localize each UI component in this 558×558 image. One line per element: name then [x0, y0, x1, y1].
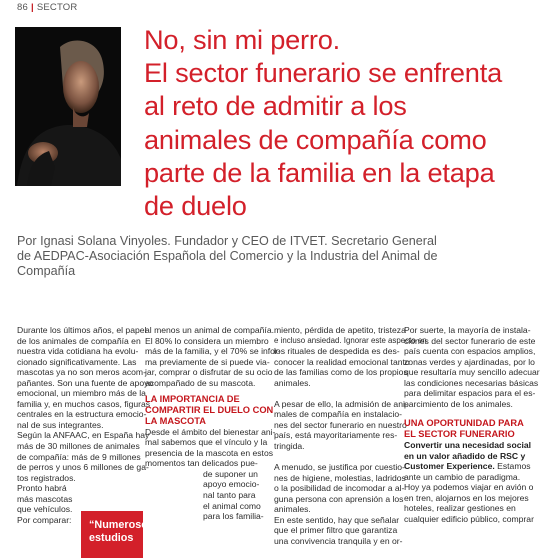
body-line-bold: Convertir una necesidad social [404, 439, 532, 450]
body-line: Según la ANFAAC, en España hay [17, 430, 150, 441]
body-line: A menudo, se justifica por cuestio- [274, 462, 405, 473]
body-line: de compañía: más de 9 millones [17, 451, 141, 462]
body-line: de las familias como de los propios [274, 367, 408, 378]
body-line: conocer la realidad emocional tanto [274, 356, 410, 367]
title-line: parte de la familia en la etapa [144, 156, 495, 188]
title-line: No, sin mi perro. [144, 24, 341, 55]
portrait-illustration [15, 27, 121, 186]
body-line: nuestra vida cotidiana ha evolu- [17, 346, 139, 357]
body-line: miento, pérdida de apetito, tristeza [274, 325, 406, 335]
subheading-line: EL SECTOR FUNERARIO [404, 429, 515, 440]
body-line: centrales en la estructura emocio- [17, 409, 147, 420]
body-line: acompañado de su mascota. [145, 377, 256, 388]
pull-quote [81, 511, 154, 558]
body-line: para los familia- [203, 511, 264, 522]
body-line: momentos tan delicados pue- [145, 458, 258, 469]
body-line: El 80% lo considera un miembro [145, 335, 269, 346]
title-line: al reto de admitir a los [144, 90, 407, 122]
body-line: más de la familia, y el 70% se infor- [145, 346, 281, 357]
body-line: que resultaría muy sencillo adecuar [404, 367, 540, 378]
portrait-photo [15, 27, 121, 186]
body-line: males de compañía en instalacio- [274, 409, 403, 420]
body-line: cualquier edificio público, comprar [404, 513, 534, 524]
body-line: nal tanto para [203, 489, 256, 500]
body-column-2 [145, 325, 281, 522]
body-line-bold: Customer Experience. [404, 461, 495, 472]
body-line: más mascotas [17, 493, 73, 504]
body-line: animales. [274, 504, 311, 515]
body-line: más de 30 millones de animales [17, 441, 140, 452]
title-line: El sector funerario se enfrenta [144, 57, 503, 89]
body-line: de los animales de compañía en [17, 335, 141, 346]
subheading-line: LA IMPORTANCIA DE [145, 394, 240, 405]
body-line: nal de sus integrantes. [17, 419, 104, 430]
body-line: al menos un animal de compañía. [145, 325, 274, 335]
body-line: los rituales de despedida es des- [274, 346, 400, 357]
pull-quote-line: “Numerosos [89, 519, 154, 531]
body-line: Por comparar: [17, 514, 72, 525]
body-line: nes del sector funerario en nuestro [274, 419, 407, 430]
body-line: cionado significativamente. Las [17, 356, 137, 367]
body-line: país cuenta con espacios amplios, [404, 346, 536, 357]
body-line: una convivencia tranquila y en or- [274, 535, 403, 546]
body-line: familia y, en muchos casos, figuras [17, 398, 151, 409]
byline-line: Por Ignasi Solana Vinyoles. Fundador y CEO de ITVET. Secretario General [17, 234, 437, 248]
header-separator: | [30, 2, 34, 13]
body-line: mascotas ya no son meros acom- [17, 367, 146, 378]
body-line: Durante los últimos años, el papel [17, 325, 147, 335]
body-line: el animal como [203, 500, 261, 511]
body-line: ciones del sector funerario de este [404, 335, 536, 346]
author-byline [17, 234, 542, 280]
page-header [17, 2, 77, 13]
body-line: guna persona con aprensión a los [274, 493, 404, 504]
body-line: A pesar de ello, la admisión de ani- [274, 398, 408, 409]
body-line: que el primer filtro que garantiza [274, 525, 398, 536]
body-line: presencia de la mascota en estos [145, 447, 274, 458]
subheading-line: LA MASCOTA [145, 415, 206, 426]
body-line: tos registrados. [17, 472, 76, 483]
article-title [144, 23, 549, 222]
body-line: Por suerte, la mayoría de instala- [404, 325, 531, 335]
body-line: las condiciones necesarias básicas [404, 377, 539, 388]
body-column-4 [404, 325, 538, 524]
body-line: hoteles, realizar gestiones en [404, 503, 516, 514]
body-line: en tren, alojarnos en los mejores [404, 492, 529, 503]
byline-line: de AEDPAC-Asociación Española del Comercio y la Industria del Animal de [17, 249, 438, 264]
body-line: animales. [274, 377, 311, 388]
pull-quote-line: estudios [89, 532, 134, 544]
byline-line: Compañía [17, 264, 76, 279]
body-line: zonas verdes y ajardinadas, por lo [404, 356, 535, 367]
body-line: En este sentido, hay que señalar [274, 514, 400, 525]
body-line: país, está mayoritariamente res- [274, 430, 398, 441]
body-line: tringida. [274, 440, 305, 451]
body-line: apoyo emocio- [203, 479, 260, 490]
body-line: que vehículos. [17, 504, 73, 515]
body-column-3 [274, 325, 427, 546]
body-line: emocional, un miembro más de la [17, 388, 146, 399]
title-line: de duelo [144, 190, 247, 222]
body-line-bold: en un valor añadido de RSC y [404, 450, 526, 461]
body-line: mal sabemos que el vínculo y la [145, 437, 268, 448]
body-line: nes de higiene, molestias, ladridos [274, 472, 406, 483]
subheading-line: UNA OPORTUNIDAD PARA [404, 418, 524, 429]
body-line: de suponer un [203, 468, 258, 479]
subheading-line: COMPARTIR EL DUELO CON [145, 405, 274, 416]
body-line: Hoy ya podemos viajar en avión o [404, 482, 534, 493]
title-line: animales de compañía como [144, 123, 487, 155]
section-name: SECTOR [36, 2, 78, 13]
body-line: e incluso ansiedad. Ignorar este aspecto en [274, 335, 427, 345]
body-line: parcimiento de los animales. [404, 398, 513, 409]
body-line: para delimitar espacios para el es- [404, 388, 536, 399]
body-text: Estamos [494, 461, 531, 472]
body-line: de perros y unos 6 millones de ga- [17, 462, 149, 473]
body-line: o la posibilidad de incomodar a al- [274, 483, 405, 494]
body-line: ante un cambio de paradigma. [404, 471, 521, 482]
body-line: ma previamente de si puede via- [145, 356, 270, 367]
body-line: Desde el ámbito del bienestar ani- [145, 426, 276, 437]
body-line: pañantes. Son una fuente de apoyo [17, 377, 154, 388]
body-line: Pronto habrá [17, 483, 67, 494]
body-line: jar, comprar o disfrutar de su ocio [145, 367, 273, 378]
page-number: 86 [17, 2, 28, 13]
